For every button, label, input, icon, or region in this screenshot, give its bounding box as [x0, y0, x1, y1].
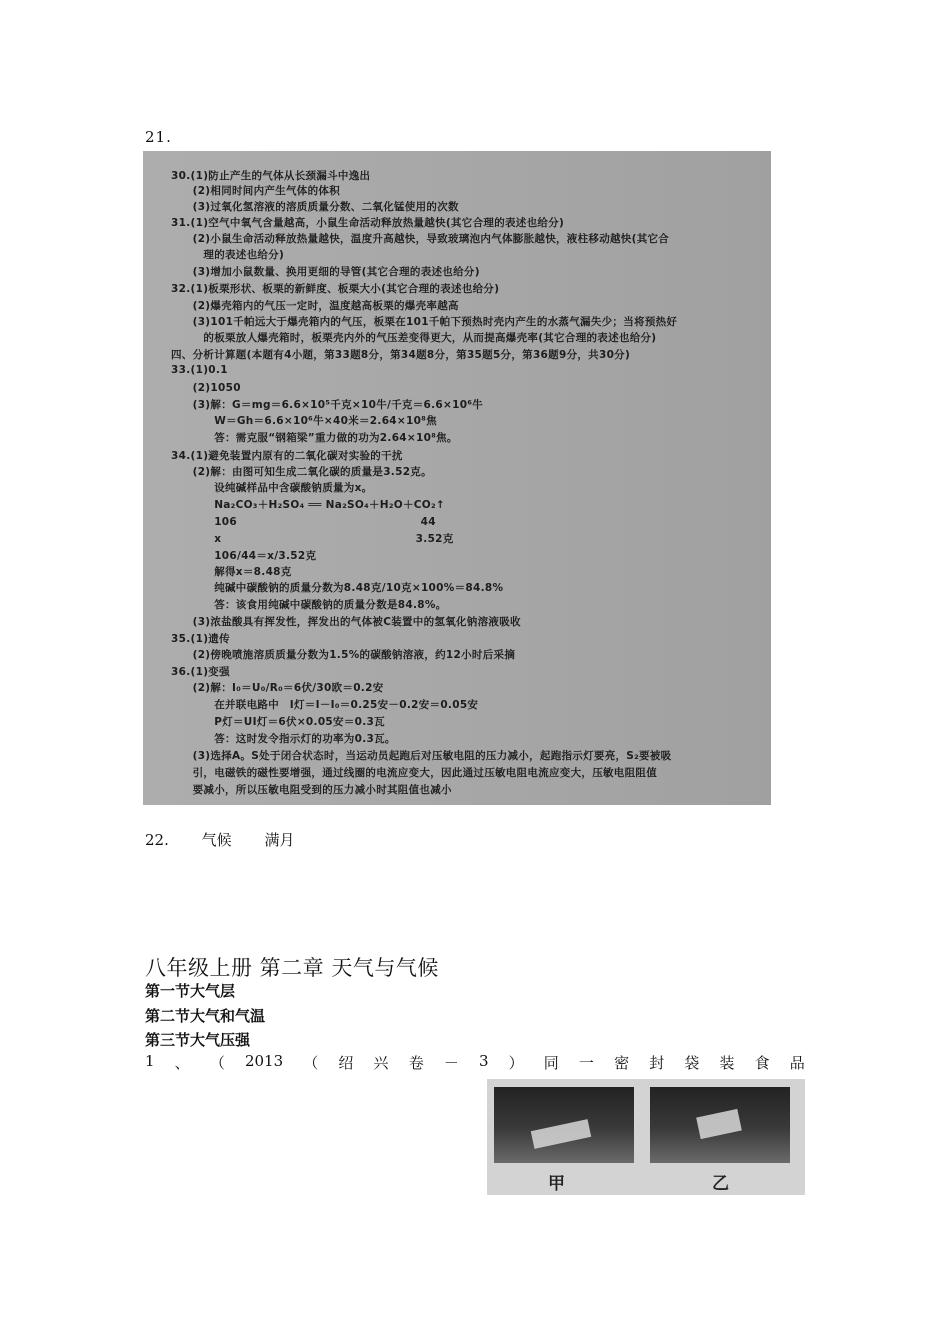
section-1-title: 第一节大气层	[145, 982, 236, 1000]
question-1-token: 同	[543, 1054, 559, 1072]
sealed-bag-figure	[487, 1079, 805, 1195]
answer-sheet-line: 30.(1)防止产生的气体从长颈漏斗中逸出	[171, 170, 371, 182]
question-1-token: －	[443, 1054, 459, 1072]
question-1-token: （	[209, 1054, 225, 1072]
question-22-label: 22.	[145, 831, 169, 849]
answer-sheet-line: 理的表述也给分)	[171, 249, 285, 261]
answer-sheet-line: (2)小鼠生命活动释放热量越快，温度升高越快，导致玻璃泡内气体膨胀越快，液柱移动越快(其它合	[171, 233, 670, 245]
question-1-token: 兴	[373, 1054, 389, 1072]
question-1-token: 、	[174, 1054, 190, 1072]
question-21-label: 21.	[145, 128, 172, 146]
question-1-token: 食	[754, 1054, 770, 1072]
answer-sheet-line: (2)解：由图可知生成二氧化碳的质量是3.52克。	[171, 466, 432, 478]
answer-sheet-line: 设纯碱样品中含碳酸钠质量为x。	[171, 482, 373, 494]
section-3-title: 第三节大气压强	[145, 1031, 251, 1049]
answer-sheet-line: (2)爆壳箱内的气压一定时，温度越高板栗的爆壳率越高	[171, 300, 459, 312]
question-1-token: （	[303, 1054, 319, 1072]
answer-sheet-line: (3)浓盐酸具有挥发性，挥发出的气体被C装置中的氢氧化钠溶液吸收	[171, 616, 521, 628]
question-1-token: ）	[508, 1054, 524, 1072]
figure-panel-jia	[494, 1087, 634, 1163]
answer-sheet-line: 四、分析计算题(本题有4小题，第33题8分，第34题8分，第35题5分，第36题9分，共30分)	[171, 349, 631, 361]
answer-sheet-photo	[143, 151, 771, 805]
answer-sheet-line: 纯碱中碳酸钠的质量分数为8.48克/10克×100%＝84.8%	[171, 582, 504, 594]
answer-sheet-line: 106/44＝x/3.52克	[171, 550, 317, 562]
question-1-text	[145, 1052, 805, 1073]
question-22-answer-2: 满月	[264, 831, 295, 849]
answer-sheet-line: 的板栗放人爆壳箱时，板栗壳内外的气压差变得更大，从而提高爆壳率(其它合理的表述也给分)	[171, 332, 657, 344]
answer-sheet-line: 引，电磁铁的磁性要增强，通过线圈的电流应变大，因此通过压敏电阻电流应变大，压敏电阻阻值	[171, 767, 657, 779]
chapter-heading: 八年级上册 第二章 天气与气候	[145, 956, 439, 980]
question-1-token: 卷	[408, 1054, 424, 1072]
answer-sheet-line: 答：该食用纯碱中碳酸钠的质量分数是84.8%。	[171, 599, 447, 611]
answer-sheet-line: (2)解：I₀＝U₀/R₀＝6伏/30欧＝0.2安	[171, 682, 384, 694]
answer-sheet-line: 36.(1)变强	[171, 666, 230, 678]
question-1-token: 2013	[244, 1052, 284, 1070]
answer-sheet-line: 答：这时发令指示灯的功率为0.3瓦。	[171, 733, 396, 745]
answer-sheet-line: 在并联电路中 I灯＝I－I₀＝0.25安－0.2安＝0.05安	[171, 699, 479, 711]
question-1-token: 密	[614, 1054, 630, 1072]
answer-sheet-line: 32.(1)板栗形状、板栗的新鲜度、板栗大小(其它合理的表述也给分)	[171, 283, 500, 295]
answer-sheet-line: 34.(1)避免装置内原有的二氧化碳对实验的干扰	[171, 450, 403, 462]
question-22	[145, 829, 322, 850]
question-1-token: 3	[478, 1052, 489, 1070]
answer-sheet-line: (3)增加小鼠数量、换用更细的导管(其它合理的表述也给分)	[171, 266, 480, 278]
figure-caption-yi: 乙	[712, 1174, 729, 1194]
figure-panel-yi	[650, 1087, 790, 1163]
question-1-token: 1	[145, 1052, 155, 1070]
answer-sheet-line: (3)选择A。S处于闭合状态时，当运动员起跑后对压敏电阻的压力减小，起跑指示灯要亮，S₂要被吸	[171, 750, 672, 762]
answer-sheet-line: (3)101千帕远大于爆壳箱内的气压，板栗在101千帕下预热时壳内产生的水蒸气漏失少；当将预热好	[171, 316, 678, 328]
answer-sheet-line: (2)傍晚喷施溶质质量分数为1.5%的碳酸钠溶液，约12小时后采摘	[171, 649, 516, 661]
question-1-token: 品	[789, 1054, 805, 1072]
answer-sheet-line: (2)相同时间内产生气体的体积	[171, 185, 341, 197]
answer-sheet-line: 106 44	[171, 516, 436, 528]
question-1-token: 绍	[338, 1054, 354, 1072]
answer-sheet-line: P灯＝UI灯＝6伏×0.05安＝0.3瓦	[171, 716, 385, 728]
answer-sheet-line: W＝Gh＝6.6×10⁶牛×40米＝2.64×10⁸焦	[171, 415, 437, 427]
answer-sheet-line: (2)1050	[171, 382, 241, 394]
answer-sheet-line: 答：需克服“钢箱梁”重力做的功为2.64×10⁸焦。	[171, 432, 458, 444]
question-1-token: 装	[719, 1054, 735, 1072]
question-1-token: 封	[649, 1054, 665, 1072]
answer-sheet-line: 35.(1)遗传	[171, 633, 230, 645]
answer-sheet-line: 33.(1)0.1	[171, 364, 228, 376]
question-22-answer-1: 气候	[201, 831, 232, 849]
answer-sheet-line: x 3.52克	[171, 533, 454, 545]
question-1-token: 一	[578, 1054, 594, 1072]
answer-sheet-line: 31.(1)空气中氧气含量越高，小鼠生命活动释放热量越快(其它合理的表述也给分)	[171, 217, 565, 229]
question-1-token: 袋	[684, 1054, 700, 1072]
answer-sheet-line: (3)过氧化氢溶液的溶质质量分数、二氧化锰使用的次数	[171, 201, 459, 213]
answer-sheet-line: 要减小，所以压敏电阻受到的压力减小时其阻值也减小	[171, 784, 452, 796]
answer-sheet-line: Na₂CO₃＋H₂SO₄ ══ Na₂SO₄＋H₂O＋CO₂↑	[171, 499, 446, 511]
figure-caption-jia: 甲	[548, 1174, 565, 1194]
section-2-title: 第二节大气和气温	[145, 1007, 266, 1025]
answer-sheet-line: 解得x＝8.48克	[171, 566, 292, 578]
answer-sheet-line: (3)解：G＝mg＝6.6×10⁵千克×10牛/千克＝6.6×10⁶牛	[171, 399, 484, 411]
